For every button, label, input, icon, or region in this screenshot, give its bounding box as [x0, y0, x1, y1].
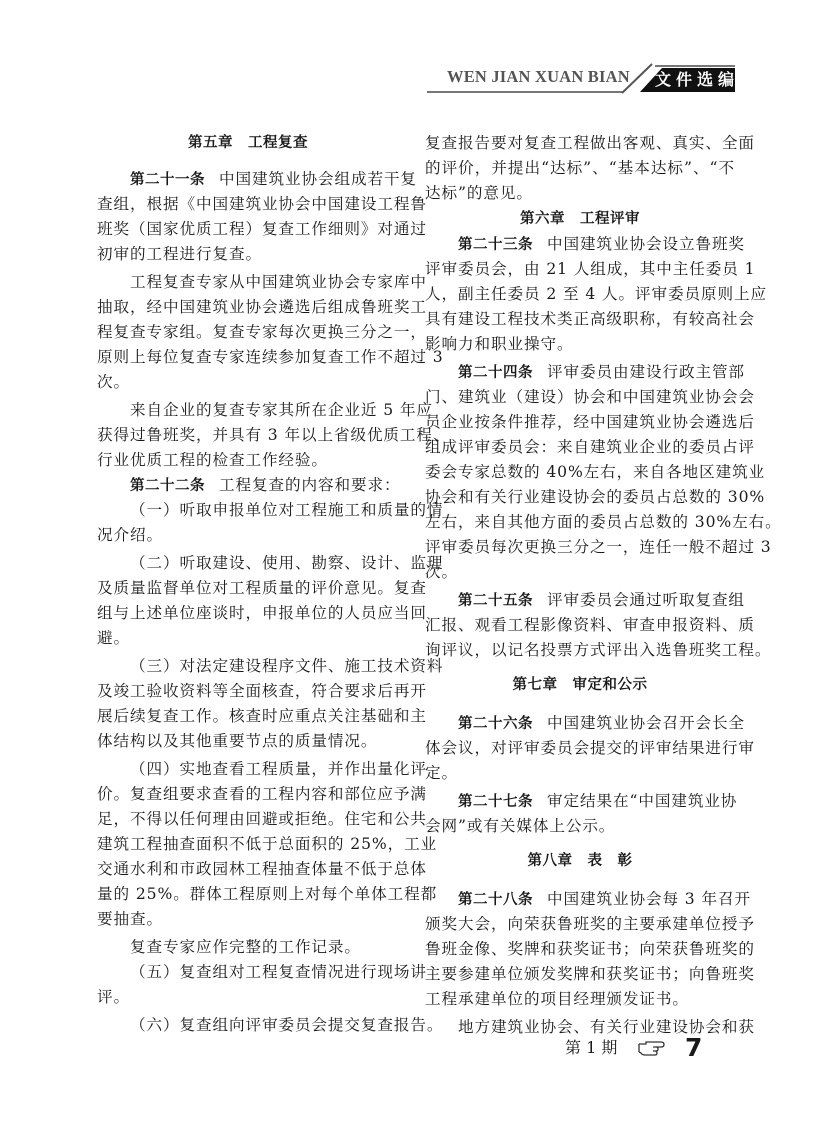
chapter-7-title: 第七章 审定和公示 [512, 677, 648, 693]
item-2-line: 避。 [97, 629, 130, 647]
article-24-line: 员企业按条件推荐，经中国建筑业协会遴选后 [425, 413, 755, 431]
article-27-text: 审定结果在“中国建筑业协 [547, 792, 738, 810]
item-3-line: 展后续复查工作。核查时应重点关注基础和主 [97, 707, 427, 725]
article-25-line: 询评议，以记名投票方式评出入选鲁班奖工程。 [425, 641, 772, 659]
article-22-text: 工程复查的内容和要求： [219, 476, 401, 494]
record-line: 复查专家应作完整的工作记录。 [130, 938, 361, 956]
article-26-text: 中国建筑业协会召开会长全 [547, 714, 745, 732]
item-5-line: 评。 [97, 988, 130, 1006]
article-21-line: 班奖（国家优质工程）复查工作细则》对通过 [97, 220, 427, 238]
paragraph-line: 获得过鲁班奖，并具有 3 年以上省级优质工程、 [97, 426, 450, 444]
article-27-line [458, 789, 738, 813]
paragraph-line: 来自企业的复查专家其所在企业近 5 年应 [130, 401, 433, 419]
item-4-line: 交通水利和市政园林工程抽查体量不低于总体 [97, 860, 427, 878]
article-24-line: 左右，来自其他方面的委员占总数的 30%左右。 [425, 513, 782, 531]
paragraph-line: 工程复查专家从中国建筑业协会专家库中 [130, 273, 427, 291]
article-24-line: 门、建筑业（建设）协会和中国建筑业协会会 [425, 388, 755, 406]
section-title-en: WEN JIAN XUAN BIAN [447, 67, 630, 86]
item-4-line: 足，不得以任何理由回避或拒绝。住宅和公共 [97, 810, 427, 828]
item-4-line: 量的 25%。群体工程原则上对每个单体工程都 [97, 885, 438, 903]
article-26-label: 第二十六条 [458, 716, 533, 732]
continuation-line: 达标”的意见。 [425, 184, 533, 202]
article-28-line: 鲁班金像、奖牌和获奖证书；向荣获鲁班奖的 [425, 940, 755, 958]
header-top-rule [655, 65, 735, 67]
article-28-text: 中国建筑业协会每 3 年召开 [547, 890, 751, 908]
article-23-text: 中国建筑业协会设立鲁班奖 [547, 235, 745, 253]
article-28-line: 工程承建单位的项目经理颁发证书。 [425, 990, 689, 1008]
article-21-label: 第二十一条 [130, 172, 205, 188]
page-header [0, 0, 839, 120]
chapter-5-title: 第五章 工程复查 [188, 135, 308, 151]
article-26-line [458, 711, 745, 735]
item-1-line: 况介绍。 [97, 526, 163, 544]
item-5-line: （五）复查组对工程复查情况进行现场讲 [130, 963, 427, 981]
continuation-line: 的评价，并提出“达标”、“基本达标”、“不 [425, 159, 735, 177]
article-26-line: 定。 [425, 764, 458, 782]
paragraph-line: 次。 [97, 373, 130, 391]
article-23-label: 第二十三条 [458, 237, 533, 253]
item-2-line: （二）听取建设、使用、勘察、设计、监理 [130, 554, 444, 572]
paragraph-line: 行业优质工程的检查工作经验。 [97, 451, 328, 469]
article-23-line: 影响力和职业操守。 [425, 335, 574, 353]
chapter-8-title: 第八章 表 彰 [527, 853, 633, 869]
article-28-label: 第二十八条 [458, 892, 533, 908]
article-28-line [458, 887, 751, 911]
paragraph-line: 原则上每位复查专家连续参加复查工作不超过 3 [97, 348, 444, 366]
article-28-line: 主要参建单位颁发奖牌和获奖证书；向鲁班奖 [425, 965, 755, 983]
article-24-line: 委会专家总数的 40%左右，来自各地区建筑业 [425, 463, 766, 481]
article-24-line: 组成评审委员会：来自建筑业企业的委员占评 [425, 438, 755, 456]
article-25-label: 第二十五条 [458, 593, 533, 609]
section-title-cn: 文件选编 [655, 70, 740, 89]
item-6-line: （六）复查组向评审委员会提交复查报告。 [130, 1016, 444, 1034]
article-21-line: 查组，根据《中国建筑业协会中国建设工程鲁 [97, 195, 427, 213]
item-4-line: 要抽查。 [97, 910, 163, 928]
item-4-line: 建筑工程抽查面积不低于总面积的 25%，工业 [97, 835, 438, 853]
article-25-line: 汇报、观看工程影像资料、审查申报资料、质 [425, 616, 755, 634]
pointing-hand-icon [637, 1039, 665, 1057]
article-21-line [130, 167, 417, 191]
article-23-line [458, 232, 745, 256]
article-23-line: 人，副主任委员 2 至 4 人。评审委员原则上应 [425, 285, 767, 303]
article-27-line: 会网”或有关媒体上公示。 [425, 817, 616, 835]
item-1-line: （一）听取申报单位对工程施工和质量的情 [130, 501, 444, 519]
paragraph-line: 地方建筑业协会、有关行业建设协会和获 [458, 1018, 755, 1036]
article-28-line: 颁奖大会，向荣获鲁班奖的主要承建单位授予 [425, 915, 755, 933]
article-22-line [130, 473, 400, 497]
item-2-line: 及质量监督单位对工程质量的评价意见。复查 [97, 579, 427, 597]
header-rule [427, 91, 622, 93]
article-25-line [458, 588, 745, 612]
issue-number: 第 1 期 [565, 1038, 618, 1057]
article-22-label: 第二十二条 [130, 478, 205, 494]
paragraph-line: 程复查专家组。复查专家每次更换三分之一， [97, 323, 427, 341]
article-26-line: 体会议，对评审委员会提交的评审结果进行审 [425, 739, 755, 757]
article-24-line: 次。 [425, 563, 458, 581]
page-number: 7 [685, 1033, 703, 1062]
item-2-line: 组与上述单位座谈时，申报单位的人员应当回 [97, 604, 427, 622]
article-21-line: 初审的工程进行复查。 [97, 245, 262, 263]
continuation-line: 复查报告要对复查工程做出客观、真实、全面 [425, 134, 755, 152]
article-24-line: 评审委员每次更换三分之一，连任一般不超过 3 [425, 538, 772, 556]
chapter-6-title: 第六章 工程评审 [520, 211, 640, 227]
item-4-line: 价。复查组要求查看的工程内容和部位应予满 [97, 785, 427, 803]
article-23-line: 具有建设工程技术类正高级职称，有较高社会 [425, 310, 755, 328]
article-24-text: 评审委员由建设行政主管部 [547, 363, 745, 381]
item-3-line: 体结构以及其他重要节点的质量情况。 [97, 732, 378, 750]
item-4-line: （四）实地查看工程质量，并作出量化评 [130, 760, 427, 778]
item-3-line: （三）对法定建设程序文件、施工技术资料 [130, 657, 444, 675]
article-24-line [458, 360, 745, 384]
article-25-text: 评审委员会通过听取复查组 [547, 591, 745, 609]
article-24-line: 协会和有关行业建设协会的委员占总数的 30% [425, 488, 766, 506]
paragraph-line: 抽取，经中国建筑业协会遴选后组成鲁班奖工 [97, 298, 427, 316]
article-24-label: 第二十四条 [458, 365, 533, 381]
article-27-label: 第二十七条 [458, 794, 533, 810]
article-21-text: 中国建筑业协会组成若干复 [219, 170, 417, 188]
article-23-line: 评审委员会，由 21 人组成，其中主任委员 1 [425, 260, 756, 278]
item-3-line: 及竣工验收资料等全面核查，符合要求后再开 [97, 682, 427, 700]
